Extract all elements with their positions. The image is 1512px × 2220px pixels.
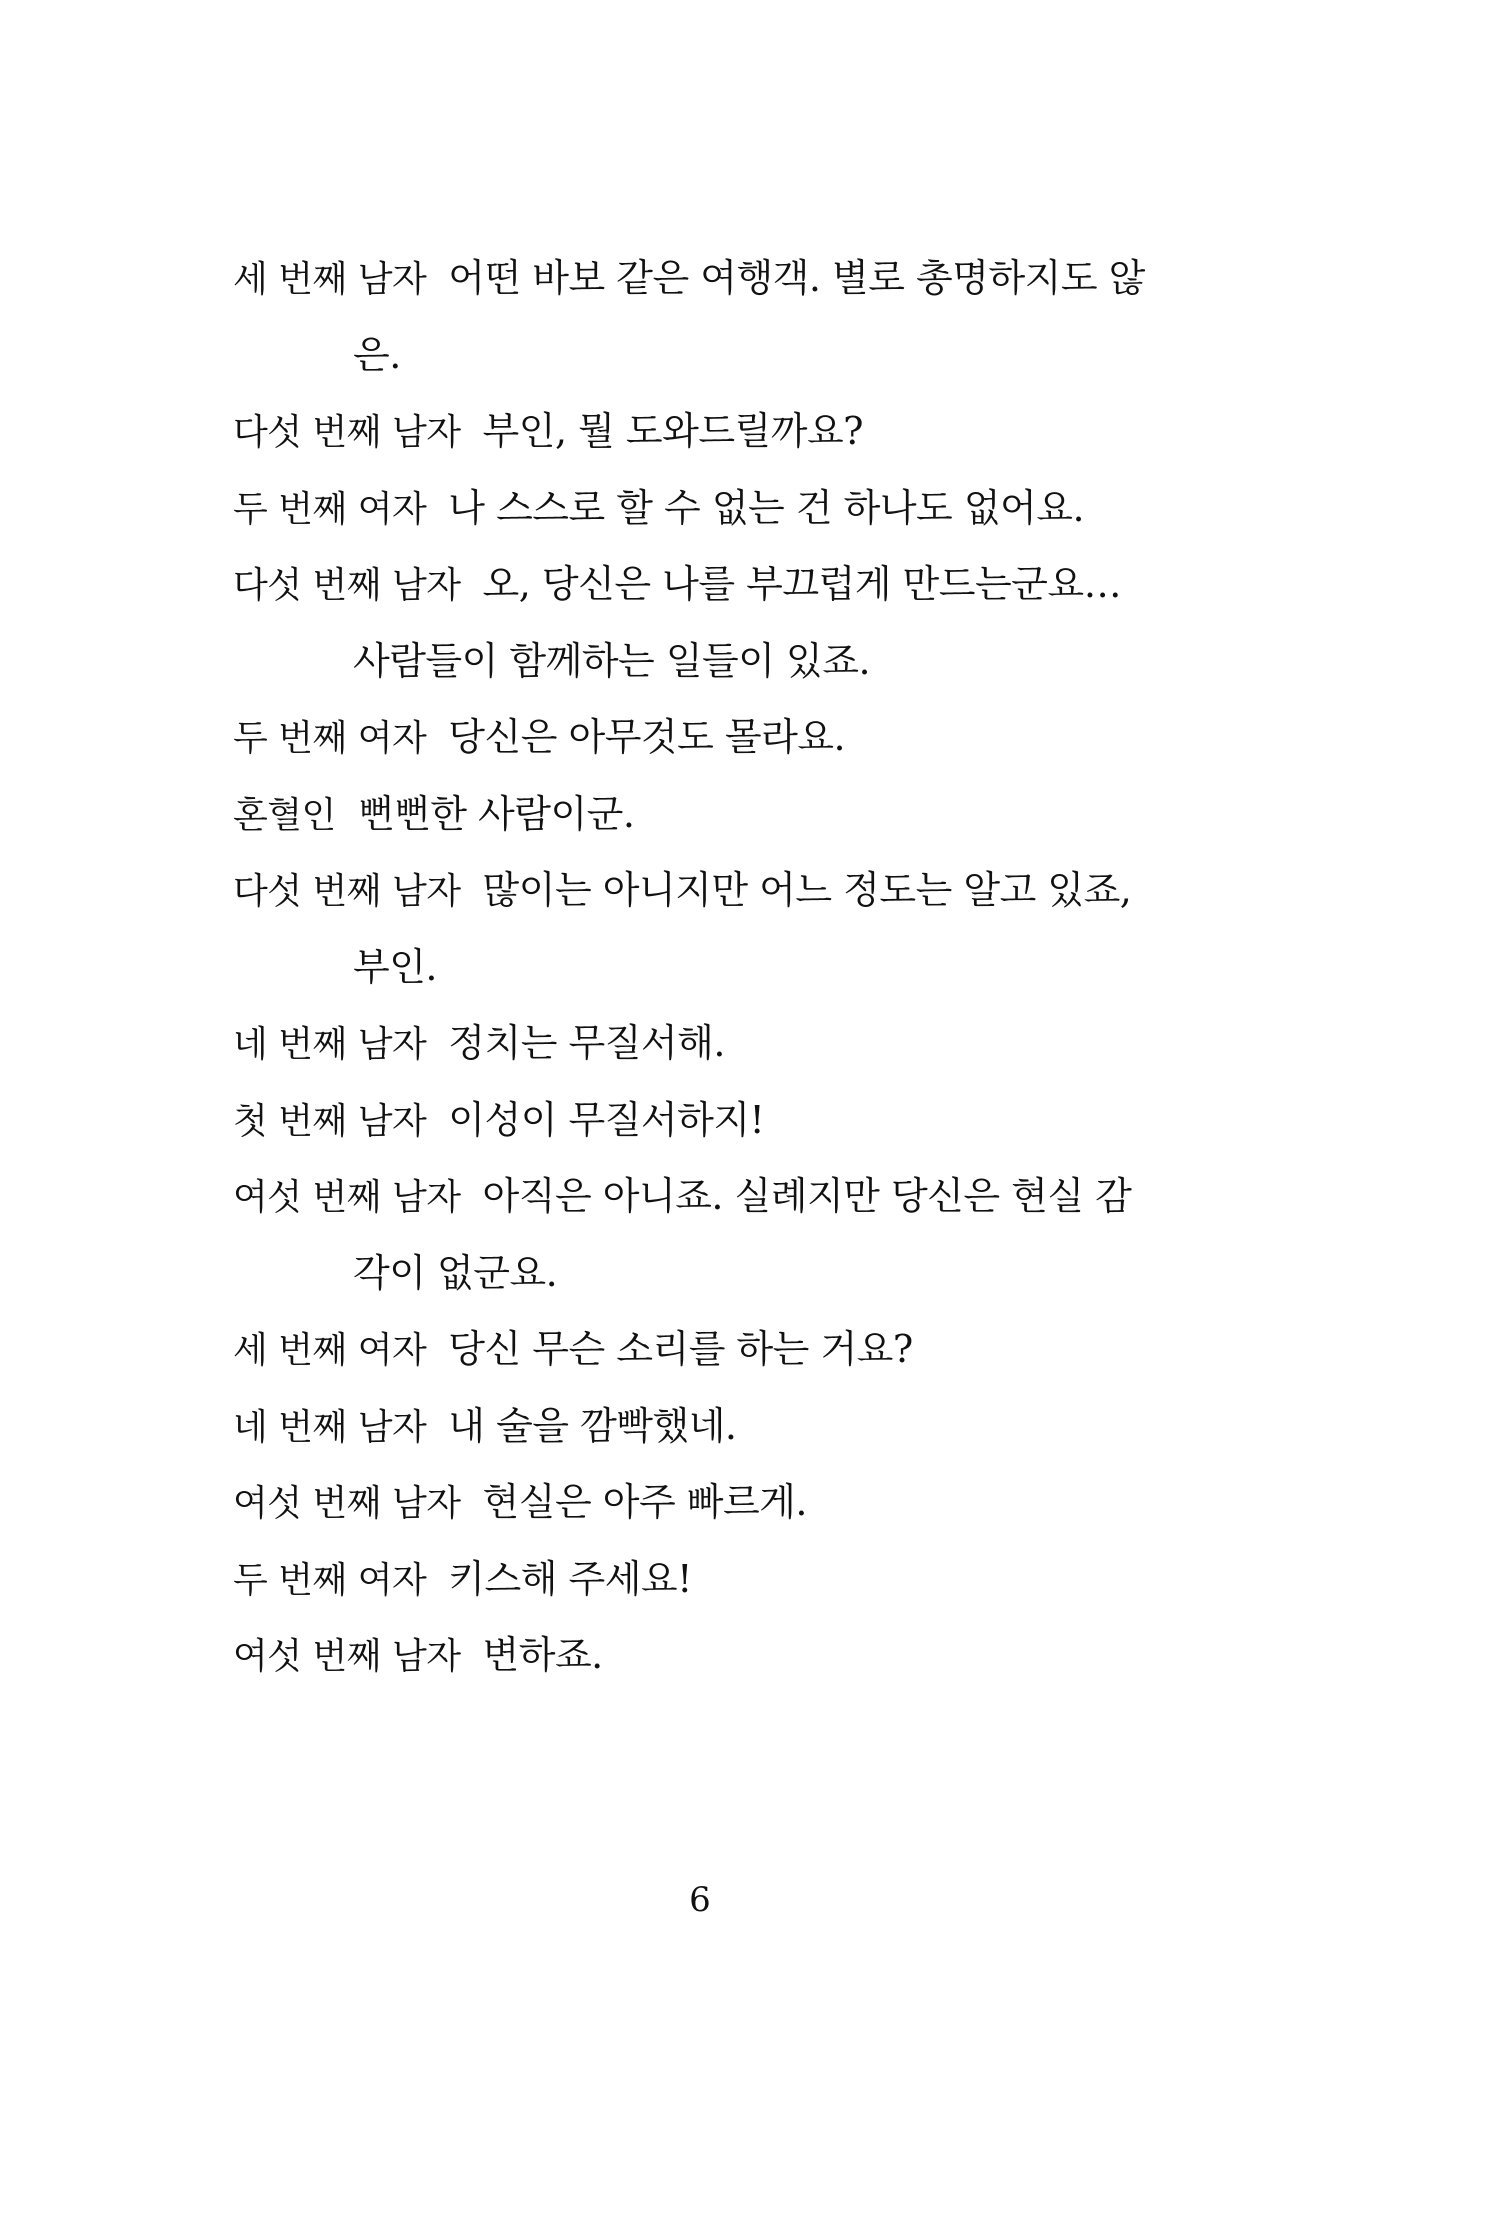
dialogue-text: 키스해 주세요! (448, 1556, 692, 1601)
dialogue-text: 당신은 아무것도 몰라요. (448, 715, 846, 759)
script-line (233, 707, 1293, 784)
dialogue-text: 많이는 아니지만 어느 정도는 알고 있죠, (482, 868, 1132, 912)
script-line (233, 554, 1293, 631)
dialogue-text: 당신 무슨 소리를 하는 거요? (448, 1327, 913, 1371)
script-line (233, 1549, 1293, 1626)
script-line (233, 401, 1293, 478)
speaker-name: 두 번째 여자 (233, 488, 427, 530)
speaker-name: 여섯 번째 남자 (233, 1177, 461, 1218)
speaker-name: 여섯 번째 남자 (233, 1483, 461, 1524)
dialogue-text: 부인, 뭘 도와드릴까요? (482, 409, 864, 453)
dialogue-text: 정치는 무질서해. (448, 1021, 725, 1065)
script-line (233, 1090, 1293, 1167)
dialogue-text: 각이 없군요. (353, 1250, 558, 1295)
speaker-name: 네 번째 남자 (233, 1406, 427, 1448)
speaker-name: 두 번째 여자 (233, 718, 427, 759)
page-number: 6 (689, 1880, 711, 1920)
script-line-continuation (233, 1243, 1293, 1320)
speaker-name: 다섯 번째 남자 (233, 565, 461, 606)
speaker-name: 네 번째 남자 (233, 1024, 427, 1065)
script-line-continuation (233, 937, 1293, 1014)
speaker-name: 다섯 번째 남자 (233, 871, 461, 912)
dialogue-text: 은. (353, 332, 401, 377)
dialogue-text: 아직은 아니죠. 실례지만 당신은 현실 감 (482, 1174, 1132, 1218)
speaker-name: 세 번째 남자 (233, 259, 427, 300)
dialogue-text: 뻔뻔한 사람이군. (357, 791, 635, 836)
speaker-name: 여섯 번째 남자 (233, 1636, 461, 1677)
script-line-continuation (233, 325, 1293, 402)
speaker-name: 세 번째 여자 (233, 1330, 427, 1371)
script-line (233, 1013, 1293, 1090)
dialogue-text: 이성이 무질서하지! (448, 1097, 765, 1142)
dialogue-text: 어떤 바보 같은 여행객. 별로 총명하지도 않 (448, 256, 1145, 300)
script-line (233, 478, 1293, 555)
script-line (233, 1396, 1293, 1473)
script-line (233, 860, 1293, 937)
dialogue-text: 오, 당신은 나를 부끄럽게 만드는군요… (482, 562, 1122, 606)
dialogue-text: 변하죠. (482, 1633, 603, 1677)
script-line-continuation (233, 631, 1293, 708)
script-line (233, 784, 1293, 861)
script-line (233, 248, 1293, 325)
speaker-name: 혼혈인 (233, 794, 336, 836)
speaker-name: 첫 번째 남자 (233, 1100, 427, 1142)
script-line (233, 1472, 1293, 1549)
dialogue-text: 사람들이 함께하는 일들이 있죠. (353, 638, 871, 683)
script-line (233, 1625, 1293, 1702)
speaker-name: 두 번째 여자 (233, 1559, 427, 1601)
dialogue-text: 내 술을 깜빡했네. (448, 1403, 737, 1448)
script-body (233, 248, 1293, 1702)
speaker-name: 다섯 번째 남자 (233, 412, 461, 453)
script-line (233, 1319, 1293, 1396)
dialogue-text: 부인. (353, 944, 437, 989)
dialogue-text: 현실은 아주 빠르게. (482, 1480, 807, 1524)
script-line (233, 1166, 1293, 1243)
dialogue-text: 나 스스로 할 수 없는 건 하나도 없어요. (448, 485, 1085, 530)
